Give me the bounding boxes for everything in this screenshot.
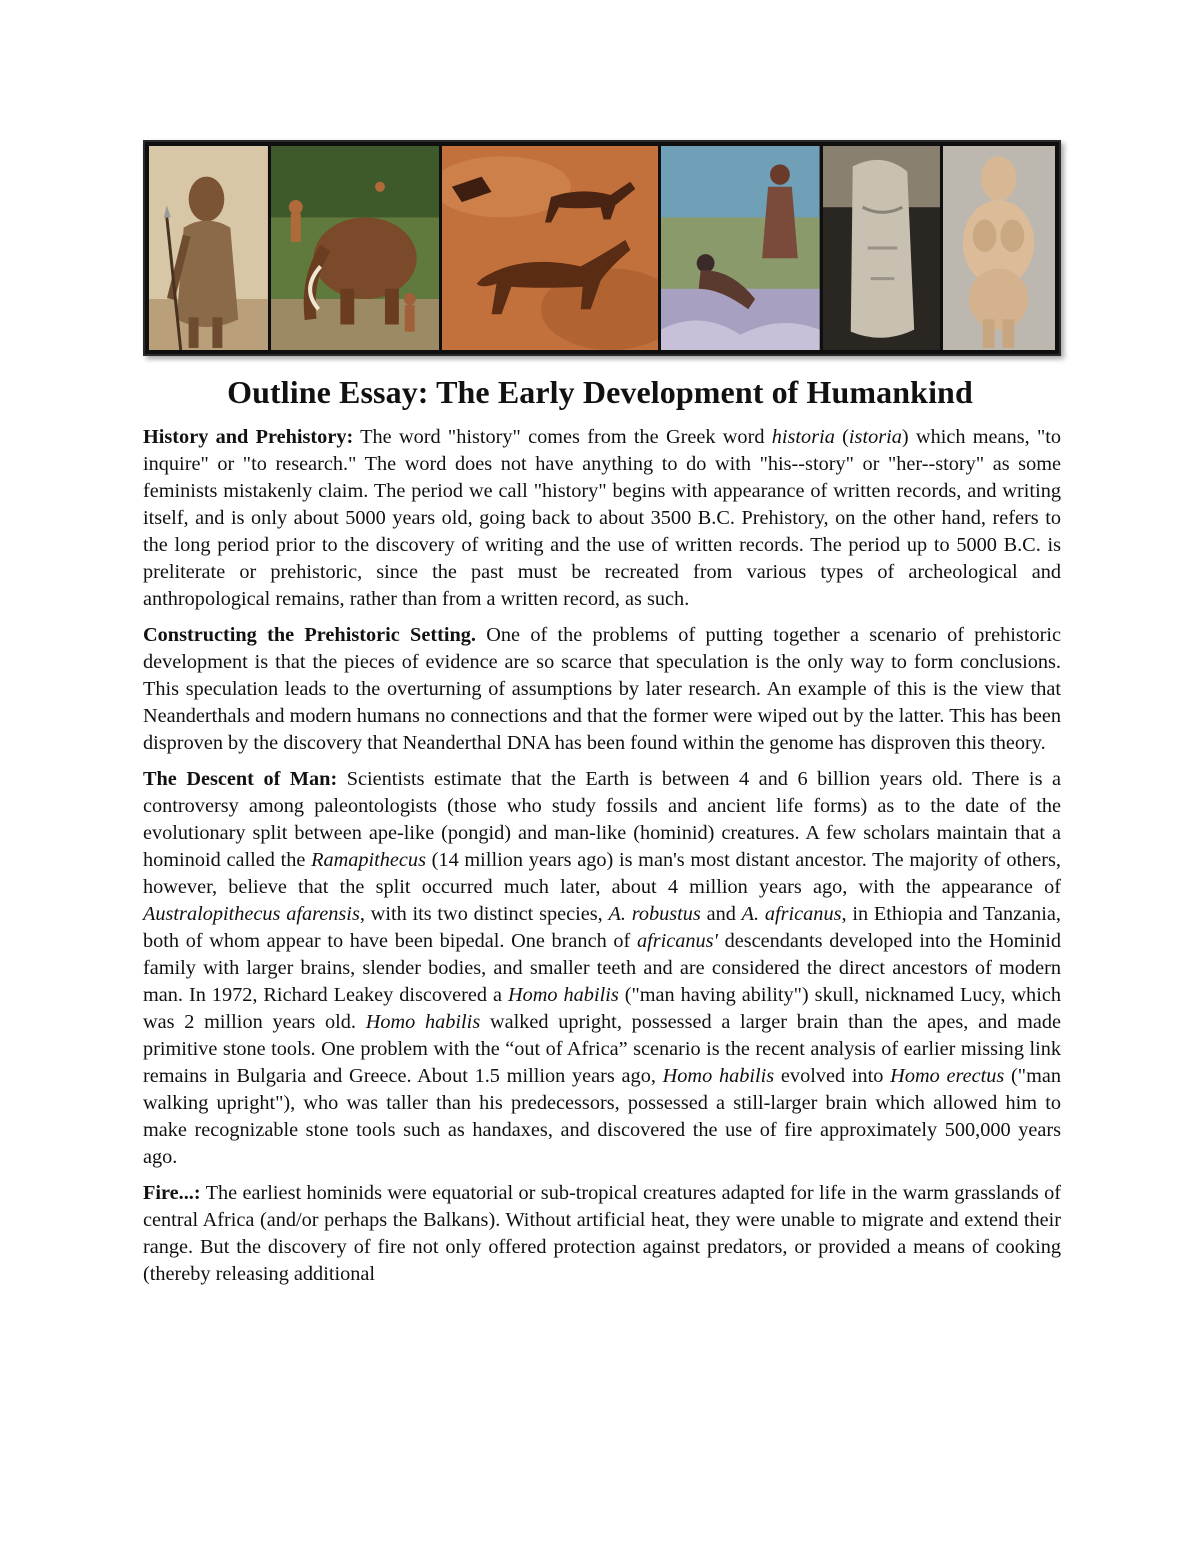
header-banner <box>143 140 1061 356</box>
text-run: (14 million years ago) is man's most distant ancestor. The majority of others, however, believe that the split occurred much later, about 4 million years ago, with the appearance of <box>143 849 1061 898</box>
text-run: walked upright, possessed a larger brain than the apes, and made primitive stone tools. One problem with the “out of Africa” scenario is the recent analysis of earlier missing link remains in Bulgaria and Greece. About 1.5 million years ago, <box>143 1011 1062 1087</box>
text-run: Homo habilis <box>662 1065 775 1087</box>
text-run: Homo habilis <box>365 1011 481 1033</box>
text-run: ("man having ability") skull, nicknamed Lucy, which was 2 million years old. <box>143 984 1061 1033</box>
text-run: The earliest hominids were equatorial or sub-tropical creatures adapted for life in the warm grasslands of central Africa (and/or perhaps the Balkans). Without artificial heat, they were unable to migrate and extend their range. But the discovery of fire not only offered protection against predators, or provided a means of cooking (thereby releasing additional <box>143 1182 1061 1285</box>
text-run: A. robustus <box>608 903 701 925</box>
banner-image-venus-figurine <box>943 146 1055 350</box>
section-constructing-prehistoric-setting <box>143 622 1061 757</box>
text-run: africanus' <box>636 930 718 952</box>
text-run: evolved into <box>774 1065 891 1087</box>
section-heading: Fire...: <box>143 1182 201 1204</box>
section-heading: The Descent of Man: <box>143 768 338 790</box>
banner-image-stone-figure <box>823 146 940 350</box>
text-run: Homo erectus <box>890 1065 1005 1087</box>
section-heading: History and Prehistory: <box>143 426 354 448</box>
section-heading: Constructing the Prehistoric Setting. <box>143 624 476 646</box>
banner-image-neanderthal-hunter <box>149 146 268 350</box>
text-run: historia <box>771 426 835 448</box>
text-run: Homo habilis <box>507 984 619 1006</box>
text-run: istoria <box>848 426 902 448</box>
text-run: ("man walking upright"), who was taller than his predecessors, possessed a still-larger brain which allowed him to make recognizable stone tools such as handaxes, and discovered the use of fire approximately 500,000 years ago. <box>143 1065 1062 1168</box>
text-run: ) which means, "to inquire" or "to research." The word does not have anything to do with "his--story" or "her--story" as some feminists mistakenly claim. The period we call "history" begins with appearance of written records, and writing itself, and is only about 5000 years old, going back to about 3500 B.C. Prehistory, on the other hand, refers to the long period prior to the discovery of writing and the use of written records. The period up to 5000 B.C. is preliterate or prehistoric, since the past must be recreated from various types of archeological and anthropological remains, rather than from a written record, as such. <box>143 426 1062 610</box>
text-run: A. africanus <box>741 903 842 925</box>
essay-body <box>143 424 1061 1297</box>
page-title: Outline Essay: The Early Development of Humankind <box>227 374 973 410</box>
banner-image-gatherers <box>661 146 820 350</box>
text-run: , with its two distinct species, <box>359 903 609 925</box>
text-run: One of the problems of putting together a scenario of prehistoric development is that the pieces of evidence are so scarce that speculation is the only way to form conclusions. This speculation leads to the overturning of assumptions by later research. An example of this is the view that Neanderthals and modern humans no connections and that the former were wiped out by the latter. This has been disproven by the discovery that Neanderthal DNA has been found within the genome has disproven this theory. <box>143 624 1061 754</box>
text-run: The word "history" comes from the Greek word <box>353 426 772 448</box>
banner-image-cave-painting <box>442 146 658 350</box>
text-run: descendants developed into the Hominid family with larger brains, slender bodies, and smaller teeth and are considered the direct ancestors of modern man. In 1972, Richard Leakey discovered a <box>143 930 1061 1006</box>
banner-image-mammoth-hunt <box>271 146 439 350</box>
text-run: Australopithecus afarensis <box>143 903 360 925</box>
section-history-and-prehistory <box>143 424 1061 613</box>
text-run: ( <box>834 426 849 448</box>
text-run: Ramapithecus <box>311 849 426 871</box>
section-fire <box>143 1180 1061 1288</box>
section-descent-of-man <box>143 766 1061 1171</box>
text-run: and <box>700 903 742 925</box>
text-run: , in Ethiopia and Tanzania, both of whom appear to have been bipedal. One branch of <box>143 903 1061 952</box>
text-run: Scientists estimate that the Earth is between 4 and 6 billion years old. There is a controversy among paleontologists (those who study fossils and ancient life forms) as to the date of the evolutionary split between ape-like (pongid) and man-like (hominid) creatures. A few scholars maintain that a hominoid called the <box>143 768 1061 871</box>
